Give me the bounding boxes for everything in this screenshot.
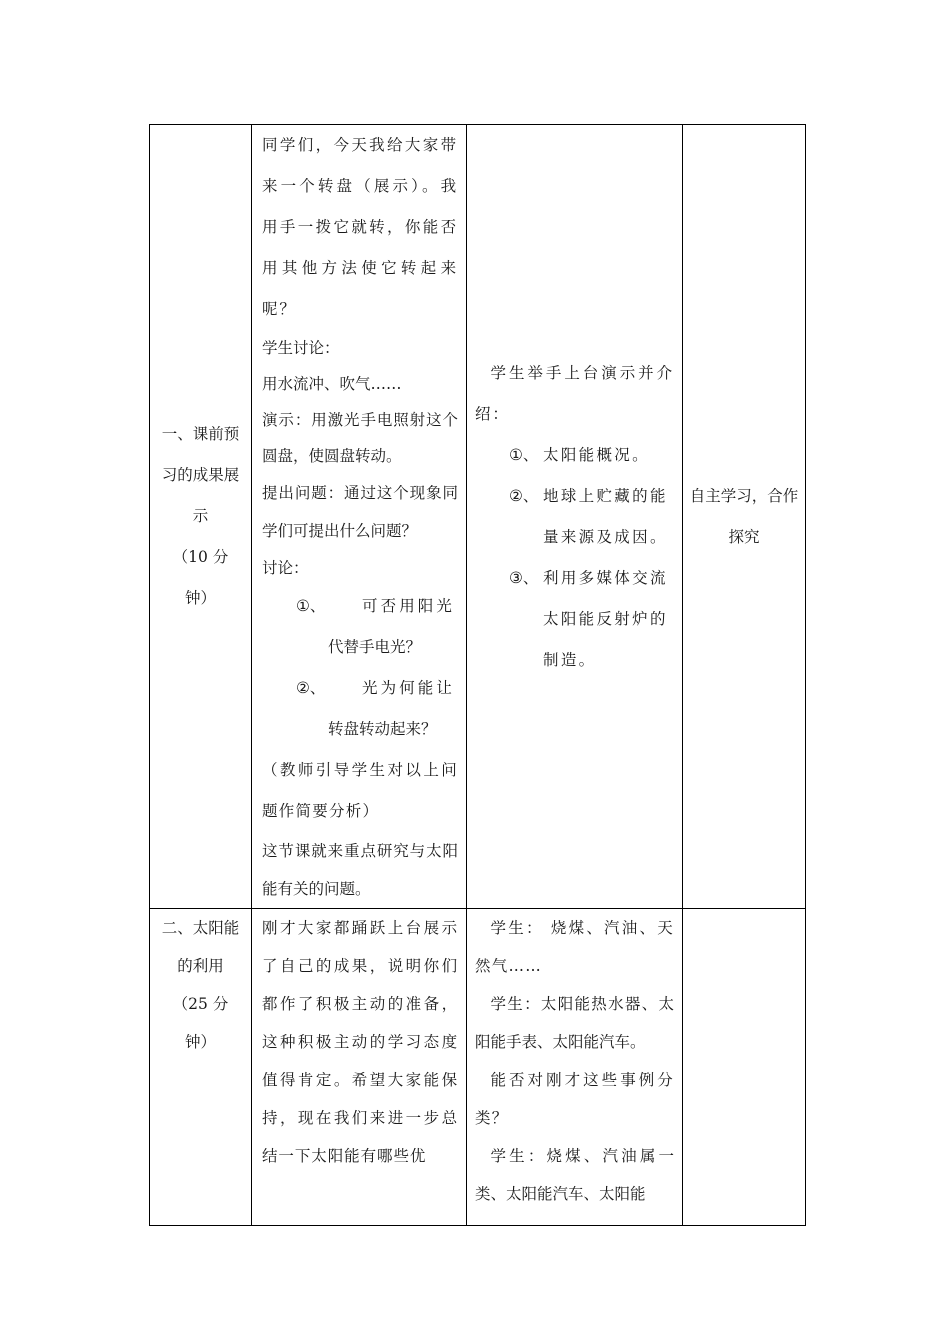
student-paragraph: 学生： 烧煤、汽油、天然气…… — [475, 919, 674, 975]
stage-text: 的利用 — [177, 957, 224, 975]
teacher-activity-cell — [252, 909, 467, 1226]
item-number: ③、 — [509, 568, 539, 587]
stage-cell — [150, 909, 252, 1226]
stage-text: 示 — [192, 507, 209, 525]
stage-text: （10 分 — [172, 548, 229, 566]
question-text: 可否用阳光 — [362, 597, 456, 615]
student-paragraph: 学生举手上台演示并介绍： — [475, 363, 674, 423]
stage-text: 一、课前预 — [161, 425, 240, 443]
stage-text: 二、太阳能 — [161, 919, 240, 937]
teaching-method-cell — [683, 125, 806, 909]
student-activity-cell — [467, 125, 683, 909]
table-row — [150, 909, 806, 1226]
stage-text: 钟） — [184, 589, 216, 607]
teacher-paragraph: 学生讨论： — [262, 339, 340, 357]
teaching-method-cell — [683, 909, 806, 1226]
question-text: 代替手电光？ — [328, 638, 422, 656]
table-row — [150, 125, 806, 909]
teacher-paragraph: （教师引导学生对以上问题作简要分析） — [262, 761, 458, 820]
teacher-paragraph: 演示：用激光手电照射这个圆盘，使圆盘转动。 — [262, 411, 458, 465]
method-text: 自主学习，合作探究 — [689, 486, 799, 546]
item-number: ②、 — [509, 486, 539, 505]
teacher-paragraph: 提出问题：通过这个现象同学们可提出什么问题？ — [262, 484, 458, 540]
stage-text: （25 分 — [172, 995, 229, 1013]
question-text: 转盘转动起来？ — [328, 720, 437, 738]
student-item — [475, 476, 674, 558]
student-paragraph: 学生：烧煤、汽油属一类、太阳能汽车、太阳能 — [475, 1147, 674, 1203]
teacher-paragraph: 用水流冲、吹气…… — [262, 375, 402, 393]
teacher-paragraph: 这节课就来重点研究与太阳能有关的问题。 — [262, 842, 458, 898]
student-paragraph: 学生：太阳能热水器、太阳能手表、太阳能汽车。 — [475, 995, 674, 1051]
stage-text: 钟） — [184, 1033, 216, 1051]
item-text: 地球上贮藏的能量来源及成因。 — [543, 486, 668, 546]
discussion-question — [262, 586, 458, 668]
teacher-activity-cell — [252, 125, 467, 909]
question-number: ②、 — [296, 679, 326, 697]
item-text: 利用多媒体交流太阳能反射炉的制造。 — [543, 568, 668, 669]
discussion-question — [262, 668, 458, 750]
item-number: ①、 — [509, 445, 539, 464]
stage-cell — [150, 125, 252, 909]
teacher-paragraph: 同学们，今天我给大家带来一个转盘（展示）。我用手一拨它就转，你能否用其他方法使它转起来呢？ — [262, 136, 458, 318]
question-text: 光为何能让 — [362, 679, 456, 697]
stage-text: 习的成果展 — [161, 466, 240, 484]
teacher-paragraph: 讨论： — [262, 559, 309, 577]
student-item — [475, 558, 674, 681]
question-number: ①、 — [296, 597, 326, 615]
teacher-paragraph: 刚才大家都踊跃上台展示了自己的成果，说明你们都作了积极主动的准备，这种积极主动的学习态度值得肯定。希望大家能保持，现在我们来进一步总结一下太阳能有哪些优 — [262, 919, 458, 1165]
student-item — [475, 435, 674, 476]
student-activity-cell — [467, 909, 683, 1226]
student-paragraph: 能否对刚才这些事例分类？ — [475, 1071, 674, 1127]
lesson-plan-table — [149, 124, 806, 1226]
item-text: 太阳能概况。 — [543, 445, 650, 464]
